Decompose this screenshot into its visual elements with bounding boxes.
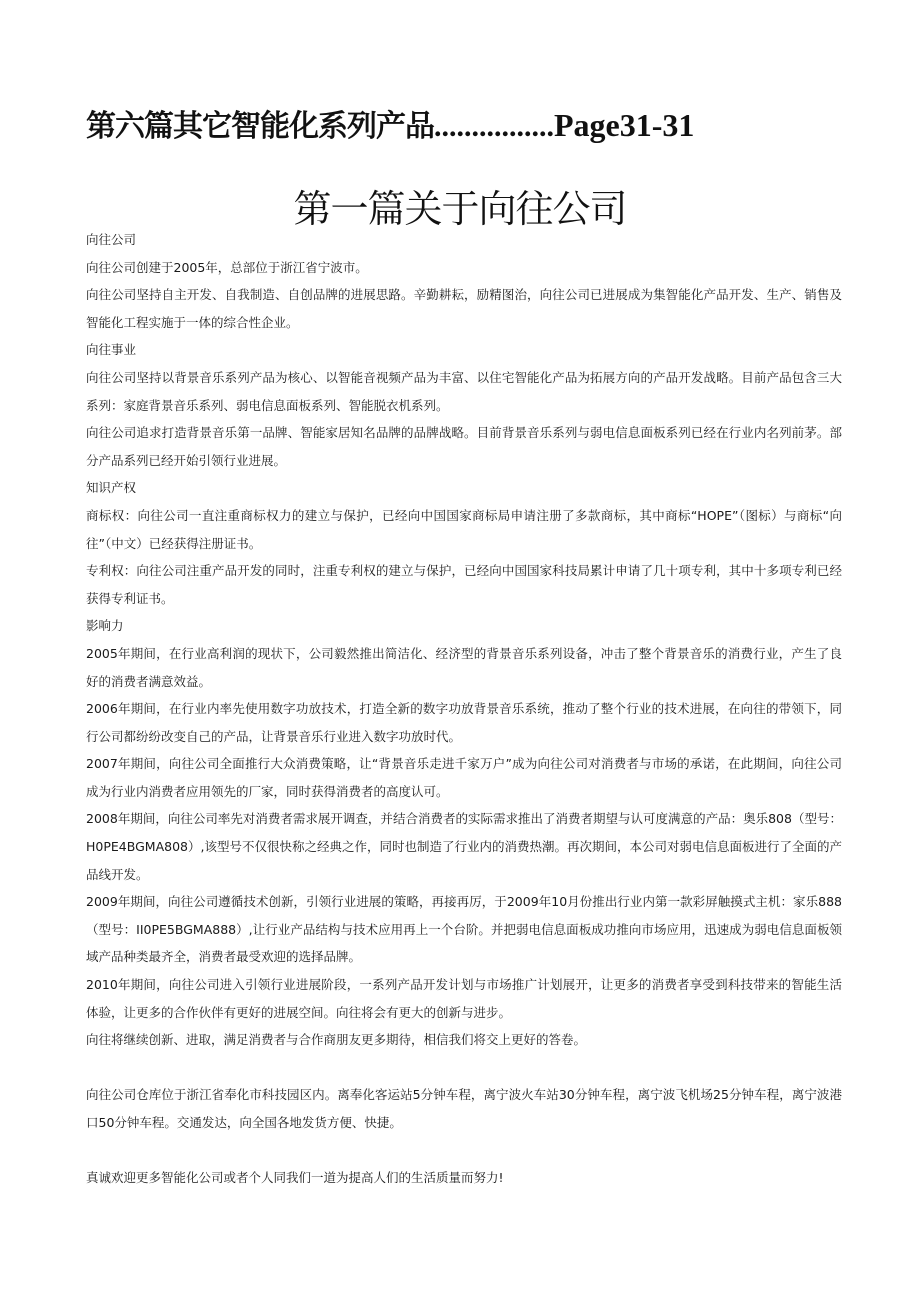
paragraph: 2005年期间，在行业高利润的现状下，公司毅然推出简洁化、经济型的背景音乐系列设备，冲击了整个背景音乐的消费行业，产生了良好的消费者满意效益。 <box>86 645 842 689</box>
section-heading-ip: 知识产权 <box>86 480 137 496</box>
paragraph: 向往公司仓库位于浙江省奉化市科技园区内。离奉化客运站5分钟车程，离宁波火车站30分钟车程，离宁波飞机场25分钟车程，离宁波港口50分钟车程。交通发达，向全国各地发货方便、快捷。 <box>86 1087 842 1130</box>
document-body <box>86 226 842 1192</box>
section-heading-company: 向往公司 <box>86 232 137 247</box>
paragraph: 向往将继续创新、进取，满足消费者与合作商朋友更多期待，相信我们将交上更好的答卷。 <box>86 1032 587 1048</box>
paragraph: 向往公司追求打造背景音乐第一品牌、智能家居知名品牌的品牌战略。目前背景音乐系列与弱电信息面板系列已经在行业内名列前茅。部分产品系列已经开始引领行业进展。 <box>86 425 842 468</box>
paragraph: 2009年期间，向往公司遵循技术创新，引领行业进展的策略，再接再厉，于2009年10月份推出行业内第一款彩屏触摸式主机：家乐888（型号：II0PE5BGMA888）,让行业产品结构与技术应用再上一个台阶。并把弱电信息面板成功推向市场应用，迅速成为弱电信息面板领域产品种类最齐全，消费者最受欢迎的选择品牌。 <box>86 894 842 965</box>
chapter-title: 第一篇关于向往公司 <box>293 187 627 232</box>
toc-entry-title: 第六篇其它智能化系列产品 <box>86 109 434 144</box>
section-heading-business: 向往事业 <box>86 342 137 358</box>
paragraph: 2006年期间，在行业内率先使用数字功放技术，打造全新的数字功放背景音乐系统，推动了整个行业的技术进展，在向往的带领下，同行公司都纷纷改变自己的产品，让背景音乐行业进入数字功放时代。 <box>86 701 842 744</box>
paragraph: 2007年期间，向往公司全面推行大众消费策略，让“背景音乐走进千家万户”成为向往公司对消费者与市场的承诺，在此期间，向往公司成为行业内消费者应用领先的厂家，同时获得消费者的高度认可。 <box>86 756 842 799</box>
paragraph: 向往公司创建于2005年，总部位于浙江省宁波市。 <box>86 259 368 275</box>
paragraph: 商标权：向往公司一直注重商标权力的建立与保护，已经向中国国家商标局申请注册了多款商标，其中商标“HOPE”（图标）与商标“向往”（中文）已经获得注册证书。 <box>86 507 842 551</box>
paragraph: 向往公司坚持以背景音乐系列产品为核心、以智能音视频产品为丰富、以住宅智能化产品为拓展方向的产品开发战略。目前产品包含三大系列：家庭背景音乐系列、弱电信息面板系列、智能脱衣机系列。 <box>86 369 842 413</box>
section-heading-influence: 影响力 <box>86 618 124 634</box>
spacer <box>86 1054 842 1082</box>
paragraph: 向往公司坚持自主开发、自我制造、自创品牌的进展思路。辛勤耕耘，励精图治，向往公司已进展成为集智能化产品开发、生产、销售及智能化工程实施于一体的综合性企业。 <box>86 287 842 330</box>
paragraph: 专利权：向往公司注重产品开发的同时，注重专利权的建立与保护，已经向中国国家科技局累计申请了几十项专利，其中十多项专利已经获得专利证书。 <box>86 563 842 606</box>
closing-paragraph: 真诚欢迎更多智能化公司或者个人同我们一道为提高人们的生活质量而努力! <box>86 1170 504 1186</box>
spacer <box>86 1137 842 1165</box>
toc-leader-dots: ................ <box>434 110 554 143</box>
paragraph: 2008年期间，向往公司率先对消费者需求展开调查，并结合消费者的实际需求推出了消费者期望与认可度满意的产品：奥乐808（型号：H0PE4BGMA808）,该型号不仅很快称之经典之作，同时也制造了行业内的消费热潮。再次期间，本公司对弱电信息面板进行了全面的产品线开发。 <box>86 811 842 882</box>
paragraph: 2010年期间，向往公司进入引领行业进展阶段，一系列产品开发计划与市场推广计划展开，让更多的消费者享受到科技带来的智能生活体验，让更多的合作伙伴有更好的进展空间。向往将会有更大的创新与进步。 <box>86 977 842 1020</box>
toc-entry <box>86 100 846 150</box>
toc-page-range: Page31-31 <box>554 107 695 143</box>
